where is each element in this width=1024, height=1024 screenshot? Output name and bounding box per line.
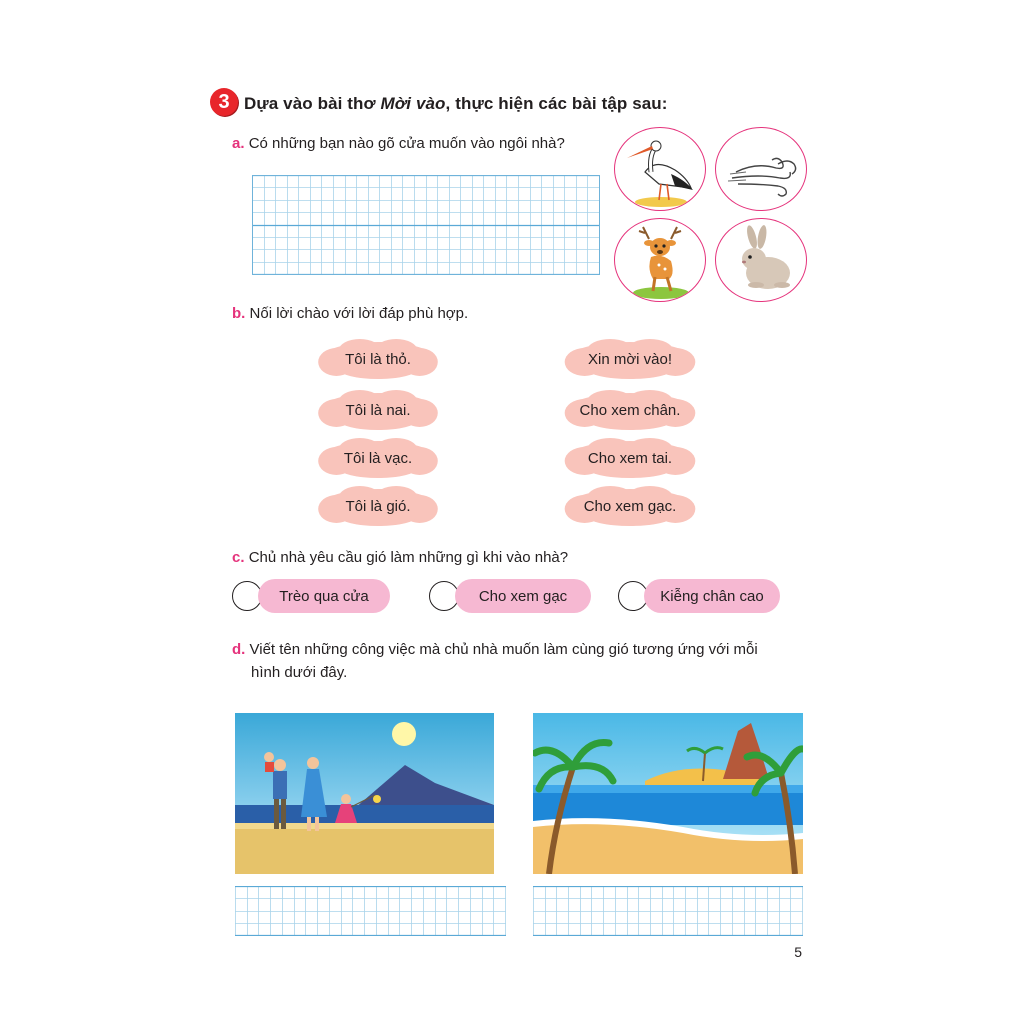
reply-cloud-1[interactable] bbox=[559, 338, 701, 380]
exercise-title-prefix: Dựa vào bài thơ bbox=[244, 94, 381, 113]
part-a-question bbox=[232, 135, 565, 152]
option-3-label: Kiễng chân cao bbox=[644, 579, 780, 613]
part-c-letter: c. bbox=[232, 549, 245, 566]
part-d-question bbox=[232, 638, 807, 684]
tropical-beach-image bbox=[533, 713, 803, 874]
beach-image-writing-grid[interactable] bbox=[533, 886, 803, 936]
cloud-label: Cho xem gạc. bbox=[583, 497, 677, 515]
rabbit-image bbox=[715, 218, 807, 302]
option-1[interactable] bbox=[232, 579, 390, 613]
poem-title: Mời vào bbox=[380, 94, 446, 113]
part-a-letter: a. bbox=[232, 135, 245, 152]
part-a-writing-grid[interactable] bbox=[252, 175, 600, 275]
stork-image bbox=[614, 127, 706, 211]
cloud-label: Xin mời vào! bbox=[587, 350, 673, 368]
option-2[interactable] bbox=[429, 579, 591, 613]
part-d-letter: d. bbox=[232, 641, 246, 658]
exercise-title-suffix: , thực hiện các bài tập sau: bbox=[445, 94, 668, 113]
greeting-cloud-4[interactable] bbox=[313, 485, 443, 527]
deer-image bbox=[614, 218, 706, 302]
cloud-label: Tôi là thỏ. bbox=[345, 350, 411, 368]
option-3[interactable] bbox=[618, 579, 780, 613]
reply-cloud-3[interactable] bbox=[559, 437, 701, 479]
greeting-cloud-2[interactable] bbox=[313, 389, 443, 431]
wind-image bbox=[715, 127, 807, 211]
part-d-text-line2: hình dưới đây. bbox=[251, 664, 348, 681]
cloud-label: Tôi là vạc. bbox=[343, 449, 413, 467]
part-c-text: Chủ nhà yêu cầu gió làm những gì khi vào nhà? bbox=[248, 549, 569, 566]
family-beach-night-image bbox=[235, 713, 494, 874]
exercise-title bbox=[244, 94, 668, 114]
cloud-label: Tôi là nai. bbox=[345, 401, 411, 419]
reply-cloud-2[interactable] bbox=[559, 389, 701, 431]
part-b-question bbox=[232, 305, 468, 322]
part-d-text-line1: Viết tên những công việc mà chủ nhà muốn làm cùng gió tương ứng với mỗi bbox=[249, 641, 758, 658]
part-a-text: Có những bạn nào gõ cửa muốn vào ngôi nhà? bbox=[248, 135, 565, 152]
option-2-label: Cho xem gạc bbox=[455, 579, 591, 613]
exercise-number-badge: 3 bbox=[210, 88, 238, 116]
greeting-cloud-1[interactable] bbox=[313, 338, 443, 380]
reply-cloud-4[interactable] bbox=[559, 485, 701, 527]
part-c-question bbox=[232, 549, 568, 566]
page-number: 5 bbox=[794, 944, 802, 960]
night-image-writing-grid[interactable] bbox=[235, 886, 506, 936]
cloud-label: Cho xem tai. bbox=[587, 449, 673, 467]
part-b-letter: b. bbox=[232, 305, 246, 322]
part-b-text: Nối lời chào với lời đáp phù hợp. bbox=[249, 305, 469, 322]
cloud-label: Tôi là gió. bbox=[345, 497, 411, 515]
greeting-cloud-3[interactable] bbox=[313, 437, 443, 479]
cloud-label: Cho xem chân. bbox=[579, 401, 681, 419]
option-1-label: Trèo qua cửa bbox=[258, 579, 390, 613]
